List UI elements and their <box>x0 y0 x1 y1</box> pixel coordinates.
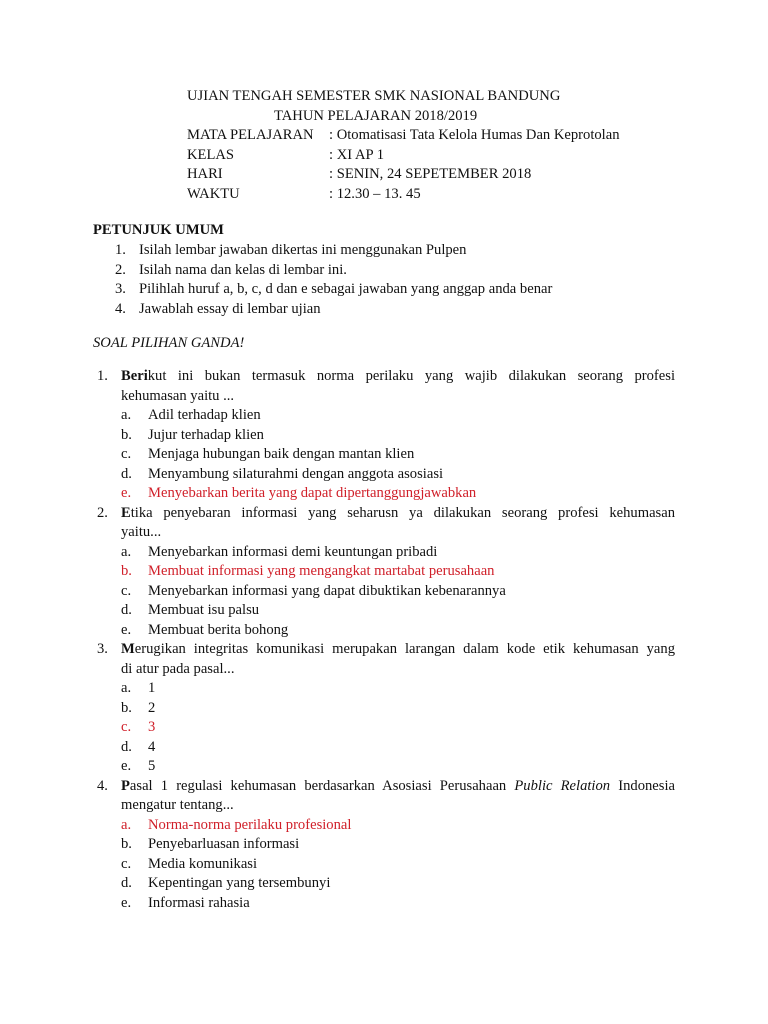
answer-option[interactable]: b. Penyebarluasan informasi <box>121 836 300 852</box>
question-text-line1: Etika penyebaran informasi yang seharusn ya dilakukan seorang profesi kehumasan <box>121 504 675 521</box>
question-number: 2. <box>97 504 108 521</box>
answer-option[interactable]: c. Menyebarkan informasi yang dapat dibuktikan kebenarannya <box>121 582 506 599</box>
answer-option[interactable]: b. Jujur terhadap klien <box>121 426 264 443</box>
instruction-item: 3. Pilihlah huruf a, b, c, d dan e sebagai jawaban yang anggap anda benar <box>115 281 553 297</box>
answer-option[interactable]: e. Membuat berita bohong <box>121 621 289 638</box>
subject-label: MATA PELAJARAN <box>187 127 314 143</box>
day-value: : SENIN, 24 SEPETEMBER 2018 <box>329 166 532 182</box>
multiple-choice-title: SOAL PILIHAN GANDA! <box>93 335 245 351</box>
question-text-line2: yaitu... <box>121 524 162 540</box>
day-label: HARI <box>187 166 223 182</box>
instruction-item: 1. Isilah lembar jawaban dikertas ini menggunakan Pulpen <box>115 242 467 258</box>
class-label: KELAS <box>187 147 235 163</box>
answer-option[interactable]: a. Adil terhadap klien <box>121 407 261 423</box>
answer-option[interactable]: d. Kepentingan yang tersembunyi <box>121 875 331 891</box>
header-row-time <box>187 185 421 205</box>
answer-option[interactable]: c. Media komunikasi <box>121 855 258 872</box>
time-label: WAKTU <box>187 186 240 202</box>
answer-options <box>121 406 675 504</box>
subject-value: : Otomatisasi Tata Kelola Humas Dan Keprotolan <box>329 127 620 143</box>
question-3 <box>93 640 675 777</box>
question-number: 4. <box>97 777 108 794</box>
answer-options <box>121 816 675 914</box>
header-row-day <box>187 165 531 185</box>
question-text-line2: di atur pada pasal... <box>121 660 235 677</box>
answer-option[interactable]: e. Informasi rahasia <box>121 894 250 911</box>
instructions-list <box>93 241 552 319</box>
question-text-line2: mengatur tentang... <box>121 797 234 813</box>
answer-option[interactable]: d. Menyambung silaturahmi dengan anggota asosiasi <box>121 465 444 482</box>
answer-option[interactable]: b. 2 <box>121 699 156 716</box>
answer-options <box>121 543 675 641</box>
question-4 <box>93 777 675 914</box>
exam-title: UJIAN TENGAH SEMESTER SMK NASIONAL BANDUNG <box>187 88 561 104</box>
header-row-class <box>187 146 384 166</box>
instruction-item: 4. Jawablah essay di lembar ujian <box>115 300 321 317</box>
answer-option-correct[interactable]: e. Menyebarkan berita yang dapat dipertanggungjawabkan <box>121 485 477 501</box>
answer-option-correct[interactable]: c. 3 <box>121 719 156 735</box>
class-value: : XI AP 1 <box>329 147 385 163</box>
answer-option[interactable]: d. Membuat isu palsu <box>121 602 260 618</box>
answer-option-correct[interactable]: b. Membuat informasi yang mengangkat martabat perusahaan <box>121 563 495 579</box>
question-text-line1: Pasal 1 regulasi kehumasan berdasarkan Asosiasi Perusahaan Public Relation Indonesia <box>121 777 675 794</box>
answer-option[interactable]: d. 4 <box>121 738 156 755</box>
time-value: : 12.30 – 13. 45 <box>329 186 421 202</box>
exam-year: TAHUN PELAJARAN 2018/2019 <box>274 108 478 124</box>
questions-list <box>93 367 675 913</box>
instruction-item: 2. Isilah nama dan kelas di lembar ini. <box>115 261 347 278</box>
question-text-line1: Merugikan integritas komunikasi merupakan larangan dalam kode etik kehumasan yang <box>121 641 675 657</box>
header-row-subject <box>187 126 620 146</box>
answer-options <box>121 679 675 777</box>
answer-option[interactable]: c. Menjaga hubungan baik dengan mantan klien <box>121 446 415 462</box>
question-text-line2: kehumasan yaitu ... <box>121 387 235 404</box>
answer-option[interactable]: a. 1 <box>121 680 156 696</box>
instructions-title: PETUNJUK UMUM <box>93 222 224 238</box>
question-number: 3. <box>97 641 108 657</box>
question-text-line1: Berikut ini bukan termasuk norma perilaku yang wajib dilakukan seorang profesi <box>121 368 675 384</box>
question-2 <box>93 504 675 641</box>
answer-option-correct[interactable]: a. Norma-norma perilaku profesional <box>121 816 352 833</box>
answer-option[interactable]: a. Menyebarkan informasi demi keuntungan pribadi <box>121 543 438 560</box>
question-number: 1. <box>97 368 108 384</box>
answer-option[interactable]: e. 5 <box>121 758 156 774</box>
question-1 <box>93 367 675 504</box>
